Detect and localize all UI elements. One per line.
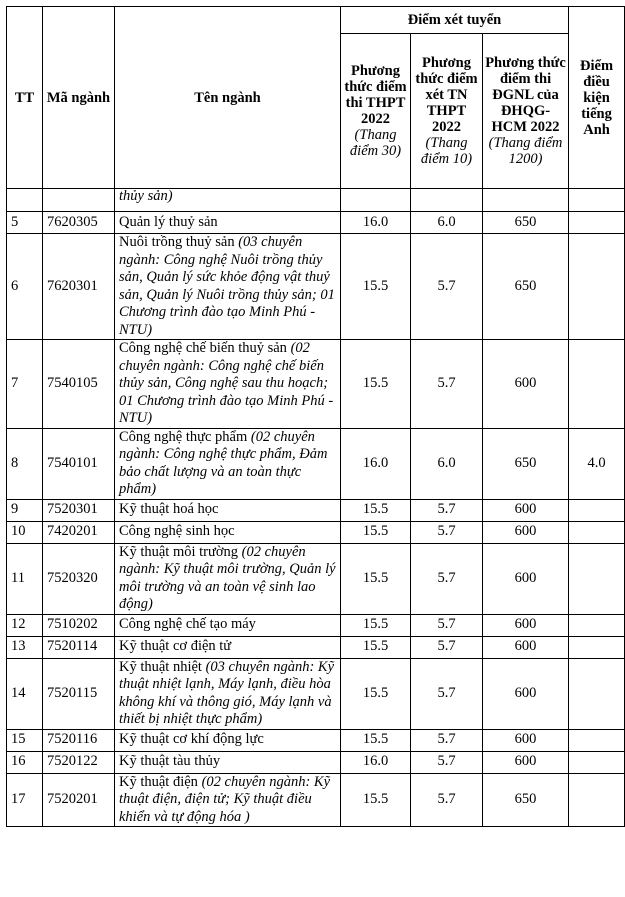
- table-row: [7, 234, 625, 340]
- row-thpt: 15.5: [341, 543, 411, 614]
- row-thpt: 15.5: [341, 614, 411, 636]
- row-name-detail: (03 chuyên ngành: Kỹ thuật nhiệt lạnh, Máy lạnh, điều hòa không khí và thông gió, Máy lạnh và thiết bị nhiệt thực phẩm): [119, 658, 335, 727]
- row-name-detail: (03 chuyên ngành: Công nghệ Nuôi trồng thủy sản, Quản lý sức khỏe động vật thuỷ sản, Quản lý Nuôi trồng thủy sản; 01 Chương trình đào tạo Minh Phú - NTU): [119, 234, 335, 338]
- row-code: 7520115: [43, 658, 115, 729]
- header-pt-tn: [411, 34, 483, 189]
- header-ten-nganh: Tên ngành: [115, 7, 341, 189]
- row-code: 7520320: [43, 543, 115, 614]
- row-thpt: 16.0: [341, 751, 411, 773]
- row-eng: [569, 636, 625, 658]
- row-name-main: Quản lý thuỷ sản: [119, 213, 218, 230]
- row-tt: 11: [7, 543, 43, 614]
- row-tn: 5.7: [411, 636, 483, 658]
- row-tn: 5.7: [411, 499, 483, 521]
- row-dgnl: 600: [483, 521, 569, 543]
- row-eng: [569, 340, 625, 429]
- row-name-main: Kỹ thuật cơ khí động lực: [119, 731, 264, 748]
- header-pt-thpt: [341, 34, 411, 189]
- row-tt: 7: [7, 340, 43, 429]
- row-name: [115, 499, 341, 521]
- row-thpt: 15.5: [341, 234, 411, 340]
- row-tn: 5.7: [411, 521, 483, 543]
- table-row: [7, 428, 625, 499]
- row-eng: [569, 729, 625, 751]
- row-dgnl: 650: [483, 773, 569, 827]
- row-name: [115, 340, 341, 429]
- row-dgnl: 650: [483, 428, 569, 499]
- continuation-row: [7, 189, 625, 212]
- table-row: [7, 340, 625, 429]
- row-thpt: 15.5: [341, 636, 411, 658]
- row-tn: 6.0: [411, 428, 483, 499]
- row-code: 7520116: [43, 729, 115, 751]
- table-row: [7, 499, 625, 521]
- row-eng: [569, 658, 625, 729]
- row-tt: 14: [7, 658, 43, 729]
- row-dgnl: 600: [483, 543, 569, 614]
- row-dgnl: 600: [483, 658, 569, 729]
- header-tt: TT: [7, 7, 43, 189]
- admission-table-page: [6, 6, 625, 827]
- row-thpt: 16.0: [341, 428, 411, 499]
- row-eng: [569, 234, 625, 340]
- table-row: [7, 636, 625, 658]
- row-dgnl: 600: [483, 340, 569, 429]
- header-pt-dgnl-title: Phương thức điểm thi ĐGNL của ĐHQG-HCM 2022: [485, 55, 566, 135]
- row-code: 7510202: [43, 614, 115, 636]
- header-ma-nganh: Mã ngành: [43, 7, 115, 189]
- row-code: 7540101: [43, 428, 115, 499]
- table-row: [7, 729, 625, 751]
- row-tn: 5.7: [411, 658, 483, 729]
- row-dgnl: 600: [483, 751, 569, 773]
- row-eng: [569, 521, 625, 543]
- header-pt-tn-title: Phương thức điểm xét TN THPT 2022: [415, 55, 478, 135]
- row-name: [115, 658, 341, 729]
- row-code: 7520122: [43, 751, 115, 773]
- row-name-main: Kỹ thuật điện: [119, 773, 198, 790]
- row-name-main: Kỹ thuật hoá học: [119, 501, 219, 518]
- table-row: [7, 212, 625, 234]
- row-dgnl: 600: [483, 636, 569, 658]
- row-eng: [569, 773, 625, 827]
- header-pt-dgnl-note: (Thang điểm 1200): [488, 135, 563, 167]
- row-name-main: Kỹ thuật môi trường: [119, 543, 239, 560]
- row-name-detail: (02 chuyên ngành: Kỹ thuật môi trường, Quản lý môi trường và an toàn vệ sinh lao động): [119, 543, 336, 612]
- row-name: [115, 751, 341, 773]
- row-dgnl: 650: [483, 212, 569, 234]
- table-row: [7, 543, 625, 614]
- row-tn: 5.7: [411, 729, 483, 751]
- row-thpt: 15.5: [341, 773, 411, 827]
- row-tn: 5.7: [411, 543, 483, 614]
- row-name-detail: (02 chuyên ngành: Công nghệ thực phẩm, Đảm bảo chất lượng và an toàn thực phẩm): [119, 428, 328, 497]
- table-row: [7, 773, 625, 827]
- row-thpt: 15.5: [341, 499, 411, 521]
- row-tt: 15: [7, 729, 43, 751]
- row-name-detail: (02 chuyên ngành: Kỹ thuật điện, điện tử; Kỹ thuật điều khiển và tự động hóa ): [119, 773, 331, 825]
- row-eng: [569, 751, 625, 773]
- row-name-main: Kỹ thuật nhiệt: [119, 658, 202, 675]
- row-dgnl: 600: [483, 499, 569, 521]
- row-name-main: Công nghệ sinh học: [119, 523, 235, 540]
- row-thpt: 15.5: [341, 729, 411, 751]
- row-name-main: Công nghệ thực phẩm: [119, 428, 248, 445]
- row-tn: 5.7: [411, 773, 483, 827]
- row-thpt: 15.5: [341, 658, 411, 729]
- row-thpt: 16.0: [341, 212, 411, 234]
- row-code: 7420201: [43, 521, 115, 543]
- row-code: 7520114: [43, 636, 115, 658]
- row-dgnl: 650: [483, 234, 569, 340]
- header-pt-thpt-title: Phương thức điểm thi THPT 2022: [344, 63, 407, 127]
- row-name-detail: (02 chuyên ngành: Công nghệ chế biến thủy sản, Công nghệ sau thu hoạch; 01 Chương trình đào tạo Minh Phú - NTU): [119, 340, 334, 426]
- row-eng: 4.0: [569, 428, 625, 499]
- row-tn: 6.0: [411, 212, 483, 234]
- row-eng: [569, 499, 625, 521]
- row-code: 7520201: [43, 773, 115, 827]
- row-name-main: Công nghệ chế biến thuỷ sản: [119, 340, 287, 356]
- row-name-main: Công nghệ chế tạo máy: [119, 616, 256, 633]
- row-tt: 9: [7, 499, 43, 521]
- row-eng: [569, 212, 625, 234]
- row-tn: 5.7: [411, 614, 483, 636]
- row-name: [115, 729, 341, 751]
- row-name: [115, 773, 341, 827]
- header-pt-thpt-note: (Thang điểm 30): [349, 127, 402, 159]
- row-dgnl: 600: [483, 729, 569, 751]
- row-name: [115, 614, 341, 636]
- row-tt: 16: [7, 751, 43, 773]
- table-row: [7, 658, 625, 729]
- row-name: [115, 428, 341, 499]
- row-tt: 12: [7, 614, 43, 636]
- row-tt: 6: [7, 234, 43, 340]
- row-tn: 5.7: [411, 234, 483, 340]
- row-eng: [569, 614, 625, 636]
- row-tt: 17: [7, 773, 43, 827]
- row-thpt: 15.5: [341, 340, 411, 429]
- header-dieu-kien-tieng-anh: Điểm điều kiện tiếng Anh: [569, 7, 625, 189]
- row-thpt: 15.5: [341, 521, 411, 543]
- table-row: [7, 614, 625, 636]
- row-name: [115, 212, 341, 234]
- continuation-text: thủy sản): [119, 188, 173, 204]
- table-row: [7, 751, 625, 773]
- row-tn: 5.7: [411, 751, 483, 773]
- row-name-main: Kỹ thuật cơ điện tử: [119, 638, 232, 655]
- row-name: [115, 234, 341, 340]
- row-name-main: Kỹ thuật tàu thủy: [119, 753, 221, 770]
- row-tt: 8: [7, 428, 43, 499]
- row-tt: 5: [7, 212, 43, 234]
- row-code: 7520301: [43, 499, 115, 521]
- table-row: [7, 521, 625, 543]
- row-code: 7620301: [43, 234, 115, 340]
- row-dgnl: 600: [483, 614, 569, 636]
- header-pt-dgnl: [483, 34, 569, 189]
- row-tt: 13: [7, 636, 43, 658]
- row-eng: [569, 543, 625, 614]
- row-tt: 10: [7, 521, 43, 543]
- row-name: [115, 636, 341, 658]
- row-name: [115, 521, 341, 543]
- row-name: [115, 543, 341, 614]
- row-code: 7620305: [43, 212, 115, 234]
- admission-score-table: [6, 6, 625, 827]
- header-pt-tn-note: (Thang điểm 10): [420, 135, 473, 167]
- row-tn: 5.7: [411, 340, 483, 429]
- row-code: 7540105: [43, 340, 115, 429]
- row-name-main: Nuôi trồng thuỷ sản: [119, 234, 235, 250]
- header-diem-xet-tuyen: Điểm xét tuyển: [341, 7, 569, 34]
